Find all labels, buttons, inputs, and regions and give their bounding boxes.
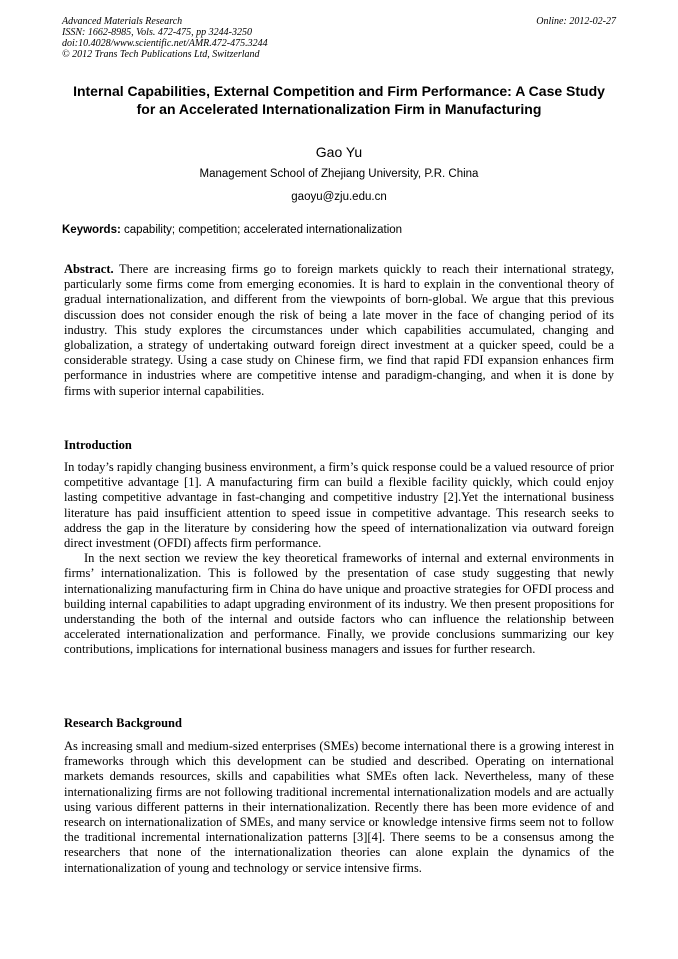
- author-name: Gao Yu: [315, 144, 363, 160]
- abstract: [64, 262, 614, 399]
- intro-paragraph-1: In today’s rapidly changing business environment, a firm’s quick response could be a valued resource of prior competitive advantage [1]. A manufacturing firm can build a flexible facility quickly, which could enjoy lasting competitive advantage in fast-changing and competitive industry [2].Yet the international business literature has paid insufficient attention to speed issue in competitive advantage. This research seeks to address the gap in the literature by considering how the speed of internationalization via outward foreign direct investment (OFDI) affects firm performance.: [64, 460, 614, 551]
- paper-title: Internal Capabilities, External Competition and Firm Performance: A Case Study for an Accelerated Internationalization Firm in Manufacturing: [73, 83, 605, 117]
- online-date: Online: 2012-02-27: [536, 16, 616, 27]
- keywords: [62, 224, 616, 236]
- introduction-body: [64, 460, 614, 658]
- intro-paragraph-2: In the next section we review the key theoretical frameworks of internal and external environments in firms’ internationalization. This is followed by the presentation of case study suggesting that newly internationalizing manufacturing firm in China do have unique and proactive strategies for OFDI process and building internal capabilities to adapt upgrading environment of its industry. We then present propositions for understanding the both of the internal and outside factors who can influence the relationship between accelerated internationalization and performance. Finally, we provide conclusions summarizing our key contributions, implications for international business managers and issues for further research.: [64, 551, 614, 657]
- section-title-introduction: Introduction: [64, 438, 132, 452]
- abstract-label: Abstract.: [64, 262, 114, 276]
- section-title-research-background: Research Background: [64, 716, 182, 730]
- journal-header: [62, 16, 616, 60]
- doi-line: doi:10.4028/www.scientific.net/AMR.472-475.3244: [62, 38, 268, 49]
- journal-name: Advanced Materials Research: [62, 16, 183, 27]
- copyright-line: © 2012 Trans Tech Publications Ltd, Switzerland: [62, 49, 260, 60]
- research-background-body: [64, 739, 614, 876]
- author-email: gaoyu@zju.edu.cn: [291, 191, 387, 203]
- keywords-label: Keywords:: [62, 224, 121, 236]
- issn-line: ISSN: 1662-8985, Vols. 472-475, pp 3244-3250: [62, 27, 252, 38]
- keywords-text: capability; competition; accelerated internationalization: [120, 224, 403, 236]
- background-paragraph-1: As increasing small and medium-sized enterprises (SMEs) become international there is a growing interest in frameworks through which this development can be studied and described. Operating on international markets demands resources, skills and capabilities what SMEs often lack. Nevertheless, many of these internationalizing firms are not following traditional incremental internationalization models and are actually using various different patterns in their internationalization. Recently there has been more evidence of and research on internationalization of SMEs, and many service or knowledge intensive firms seem not to follow the traditional incremental internationalization patterns [3][4]. There seems to be a consensus among the researchers that none of the internationalization theories can alone explain the dynamics of the internationalization of young and technology or service intensive firms.: [64, 739, 614, 875]
- abstract-text: There are increasing firms go to foreign markets quickly to reach their international strategy, particularly some firms come from emerging economies. It is hard to explain in the conventional theory of gradual internationalization, and different from the viewpoints of born-global. We argue that this previous discussion does not consider enough the risk of being a late mover in the face of changing period of its industry. This study explores the circumstances under which capabilities accumulated, changing and globalization, a strategy of undertaking outward foreign direct investment at a quicker speed, could be a considerable strategy. Using a case study on Chinese firm, we find that rapid FDI expansion enhances firm performance in industries where are competitive intense and paradigm-changing, and when it is done by firms with superior internal capabilities.: [64, 262, 614, 398]
- affiliation: Management School of Zhejiang University, P.R. China: [199, 168, 479, 180]
